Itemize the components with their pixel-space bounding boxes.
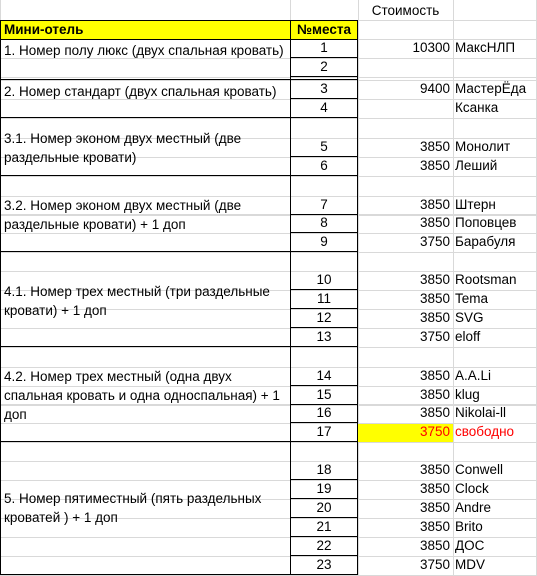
price-cell[interactable]: 10300	[412, 40, 450, 55]
room-group-title[interactable]: 4.1. Номер трех местный (три раздельные кровати) + 1 доп	[4, 284, 270, 318]
price-cell[interactable]: 3850	[419, 500, 450, 515]
place-number-cell[interactable]: 18	[316, 462, 332, 477]
room-group-title[interactable]: 3.1. Номер эконом двух местный (две раздельные кровати)	[4, 131, 242, 165]
price-cell[interactable]: 3850	[419, 310, 450, 325]
row-border	[290, 175, 358, 176]
room-group-title[interactable]: 1. Номер полу люкс (двух спальная кровать)	[4, 43, 284, 58]
guest-name-cell[interactable]: Brito	[455, 519, 483, 534]
guest-name-cell[interactable]: ДОС	[455, 538, 485, 553]
header-place-number: №места	[297, 22, 351, 37]
guest-name-cell[interactable]: SVG	[455, 310, 484, 325]
gridline	[0, 347, 537, 348]
room-group-title[interactable]: 5. Номер пятиместный (пять раздельных кроватей ) + 1 доп	[4, 491, 262, 525]
place-number-cell[interactable]: 1	[320, 40, 328, 55]
place-number-cell[interactable]: 20	[316, 500, 332, 515]
header-price: Стоимость	[371, 3, 440, 18]
guest-name-cell[interactable]: Nikolai-ll	[455, 405, 507, 420]
price-cell[interactable]: 3850	[419, 519, 450, 534]
price-cell[interactable]: 3750	[419, 234, 450, 249]
row-border	[290, 117, 358, 118]
row-border	[290, 251, 358, 252]
header-hotel: Мини-отель	[4, 22, 84, 37]
guest-name-cell[interactable]: Барабуля	[455, 234, 516, 249]
price-cell[interactable]: 3850	[419, 197, 450, 212]
place-number-cell[interactable]: 2	[320, 59, 328, 74]
place-number-cell[interactable]: 13	[316, 329, 332, 344]
price-cell[interactable]: 3750	[419, 329, 450, 344]
place-number-cell[interactable]: 8	[320, 215, 328, 230]
price-cell[interactable]: 3850	[419, 272, 450, 287]
row-border	[290, 346, 358, 347]
place-number-cell[interactable]: 22	[316, 538, 332, 553]
guest-name-cell[interactable]: Штерн	[455, 197, 496, 212]
guest-name-cell[interactable]: Clock	[455, 481, 489, 496]
guest-name-cell[interactable]: A.A.Li	[455, 368, 492, 383]
place-number-cell[interactable]: 14	[316, 368, 332, 383]
room-group-title[interactable]: 3.2. Номер эконом двух местный (две раздельные кровати) + 1 доп	[4, 198, 242, 232]
price-cell[interactable]: 3850	[419, 387, 450, 402]
row-border	[290, 76, 358, 77]
price-cell[interactable]: 3850	[419, 368, 450, 383]
price-cell[interactable]: 3850	[419, 405, 450, 420]
place-number-cell[interactable]: 12	[316, 310, 332, 325]
place-number-cell[interactable]: 6	[320, 158, 328, 173]
price-cell-free[interactable]: 3750	[419, 424, 450, 439]
guest-name-free[interactable]: свободно	[455, 424, 515, 439]
gridline	[0, 118, 537, 119]
guest-name-cell[interactable]: Andre	[455, 500, 492, 515]
place-number-cell[interactable]: 19	[316, 481, 332, 496]
guest-name-cell[interactable]: Conwell	[455, 462, 504, 477]
room-group-title[interactable]: 2. Номер стандарт (двух спальная кровать)	[4, 84, 277, 99]
price-cell[interactable]: 3850	[419, 215, 450, 230]
table-left-border	[0, 20, 1, 575]
place-number-cell[interactable]: 3	[320, 81, 328, 96]
gridline	[453, 0, 454, 575]
guest-name-cell[interactable]: Tema	[455, 291, 489, 306]
guest-name-cell[interactable]: Rootsman	[455, 272, 517, 287]
row-border	[290, 441, 358, 442]
guest-name-cell[interactable]: MDV	[455, 557, 485, 572]
place-number-cell[interactable]: 10	[316, 272, 332, 287]
price-cell[interactable]: 3850	[419, 291, 450, 306]
guest-name-cell[interactable]: klug	[455, 387, 480, 402]
price-cell[interactable]: 3850	[419, 462, 450, 477]
place-number-cell[interactable]: 17	[316, 424, 332, 439]
place-number-cell[interactable]: 9	[320, 234, 328, 249]
price-cell[interactable]: 3850	[419, 139, 450, 154]
guest-name-cell[interactable]: eloff	[455, 329, 481, 344]
gridline	[0, 176, 537, 177]
place-number-cell[interactable]: 4	[320, 100, 328, 115]
place-number-cell[interactable]: 5	[320, 139, 328, 154]
price-cell[interactable]: 3850	[419, 538, 450, 553]
gridline	[0, 77, 537, 78]
guest-name-cell[interactable]: Поповцев	[455, 215, 517, 230]
gridline	[0, 442, 537, 443]
place-number-cell[interactable]: 11	[316, 291, 331, 306]
place-number-cell[interactable]: 15	[316, 387, 332, 402]
guest-name-cell[interactable]: МаксНЛП	[455, 40, 516, 55]
price-cell[interactable]: 3850	[419, 481, 450, 496]
guest-name-cell[interactable]: Леший	[455, 158, 498, 173]
guest-name-cell[interactable]: Монолит	[455, 139, 511, 154]
gridline	[0, 252, 537, 253]
place-number-cell[interactable]: 21	[316, 519, 332, 534]
price-cell[interactable]: 9400	[419, 81, 450, 96]
room-group-title[interactable]: 4.2. Номер трех местный (одна двух спальная кровать и одна односпальная) + 1 доп	[4, 369, 280, 422]
guest-name-cell[interactable]: Ксанка	[455, 100, 499, 115]
price-cell[interactable]: 3750	[419, 557, 450, 572]
place-number-cell[interactable]: 23	[316, 557, 332, 572]
place-number-cell[interactable]: 7	[320, 197, 328, 212]
price-cell[interactable]: 3850	[419, 158, 450, 173]
guest-name-cell[interactable]: МастерЁда	[455, 81, 527, 96]
place-number-cell[interactable]: 16	[316, 405, 332, 420]
